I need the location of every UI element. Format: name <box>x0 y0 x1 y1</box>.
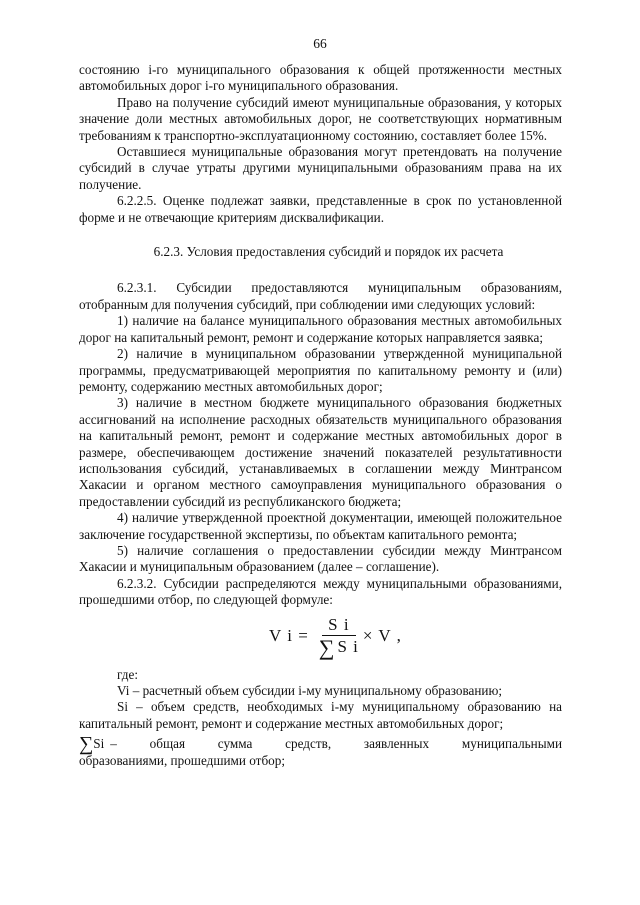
definition-si: Si – объем средств, необходимых i-му муниципальному образованию на капитальный ремонт, ремонт и содержание местных автомобильных дорог; <box>79 699 562 731</box>
document-body <box>79 62 562 769</box>
paragraph-subsidy-right: Право на получение субсидий имеют муниципальные образования, у которых значение доли местных автомобильных дорог, не соответствующих нормативным требованиям к транспортно-эксплуатационному состоянию, составляет более 15%. <box>79 94 562 143</box>
paragraph-continuation: состоянию i-го муниципального образования к общей протяженности местных автомобильных дорог i-го муниципального образования. <box>79 62 562 94</box>
sum-term-si: Si <box>93 736 105 752</box>
paragraph-6-2-3-1: 6.2.3.1. Субсидии предоставляются муниципальным образованиям, отобранным для получения субсидий, при соблюдении ими следующих условий: <box>79 280 562 312</box>
condition-4: 4) наличие утвержденной проектной документации, имеющей положительное заключение государственной экспертизы, по объектам капитального ремонта; <box>79 510 562 542</box>
sum-definition-line2: образованиями, прошедшими отбор; <box>79 752 286 768</box>
paragraph-remaining-municipalities: Оставшиеся муниципальные образования могут претендовать на получение субсидий в случае утраты другими муниципальными образованиям права на их получение. <box>79 144 562 192</box>
definition-vi: Vi – расчетный объем субсидии i-му муниципальному образованию; <box>117 683 502 698</box>
sum-term <box>79 733 105 756</box>
condition-1: 1) наличие на балансе муниципального образования местных автомобильных дорог на капитальный ремонт, ремонт и содержание которых направляется заявка; <box>79 313 562 345</box>
formula-denominator: S i <box>337 636 359 656</box>
definition-sum-si <box>79 733 562 756</box>
condition-2: 2) наличие в муниципальном образовании утвержденной муниципальной программы, предусматривающей мероприятия по капитальному ремонту и (или) ремонту, содержанию местных автомобильных дорог; <box>79 346 562 394</box>
paragraph-6-2-2-5: 6.2.2.5. Оценке подлежат заявки, представленные в срок по установленной форме и не отвечающие критериям дисквалификации. <box>79 193 562 225</box>
formula-numerator: S i <box>322 615 355 636</box>
condition-5: 5) наличие соглашения о предоставлении субсидии между Минтрансом Хакасии и муниципальным образованием (далее – соглашение). <box>79 542 562 575</box>
sum-definition-line1: – общая сумма средств, заявленных муниципальными <box>110 736 562 752</box>
page-number: 66 <box>313 36 327 51</box>
formula-denominator-group <box>319 636 359 658</box>
sum-symbol-icon: ∑ <box>318 634 336 660</box>
where-label: где: <box>117 666 138 682</box>
formula-fraction <box>319 615 359 658</box>
sum-symbol-inline-icon: ∑ <box>79 733 94 756</box>
condition-3: 3) наличие в местном бюджете муниципального образования бюджетных ассигнований на исполнение расходных обязательств муниципального образования на капитальный ремонт, ремонт и содержание местных автомобильных дорог в размере, обеспечивающем достижение значений показателей результативности использования субсидий, устанавливаемых в соглашении между Минтрансом Хакасии и органом местного самоуправления муниципального образования о предоставлении субсидий из республиканского бюджета; <box>79 395 562 509</box>
section-heading: 6.2.3. Условия предоставления субсидий и порядок их расчета <box>153 244 504 260</box>
formula-lhs: V i = <box>269 625 309 645</box>
subsidy-formula <box>79 615 562 659</box>
paragraph-6-2-3-2: 6.2.3.2. Субсидии распределяются между муниципальными образованиями, прошедшими отбор, по следующей формуле: <box>79 575 562 608</box>
formula-rhs: × V , <box>362 625 402 645</box>
